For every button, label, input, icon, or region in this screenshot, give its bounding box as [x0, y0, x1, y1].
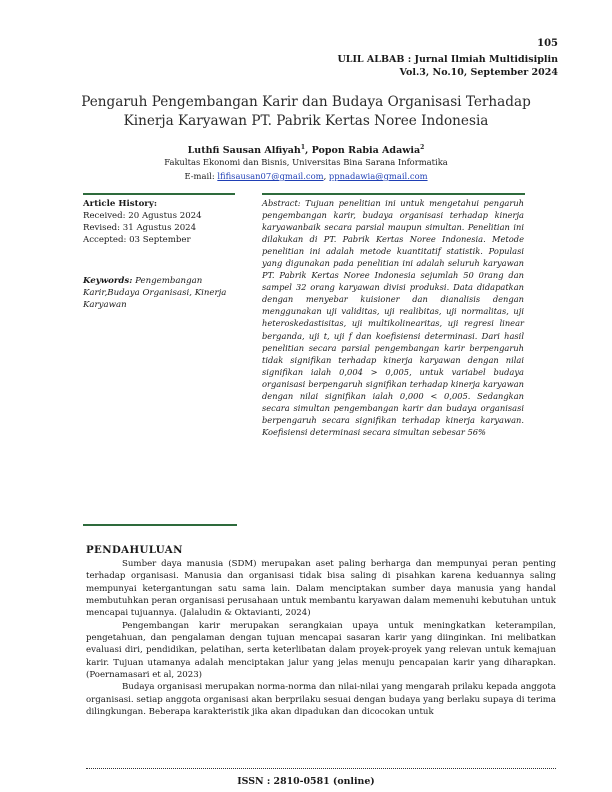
abstract-text: Tujuan penelitian ini untuk mengetahui pengaruh pengembangan karir, budaya organisasi terhadap kinerja karyawanbaik secara parsial maupun simultan. Penelitian ini dilakukan di PT. Pabrik Kertas Noree Indonesia. Metode penelitian ini adalah metode kuantitatif statistik. Populasi yang digunakan pada penelitian ini adalah seluruh karyawan PT. Pabrik Kertas Noree Indonesia sejumlah 50 0rang dan sampel 32 orang karyawan divisi produksi. Data didapatkan dengan menyebar kuisioner dan dianalisis dengan menggunakan uji validitas, uji realibitas, uji normalitas, uji heteroskedastisitas, uji multikolinearitas, uji regresi linear berganda, uji t, uji f dan koefisiensi determinasi. Dari hasil penelitian secara parsial pengembangan karir berpengaruh tidak signifikan terhadap kinerja karyawan dengan nilai signifikan ialah 0,004 > 0,005, untuk variabel budaya organisasi berpengaruh signifikan terhadap kinerja karyawan dengan nilai signifikan ialah 0,000 < 0,005. Sedangkan secara simultan pengembangan karir dan budaya organisasi berpengaruh secara signifikan terhadap kinerja karyawan. Koefisiensi determinasi secara simultan sebesar 56% [262, 198, 525, 437]
received-date: Received: 20 Agustus 2024 [83, 211, 202, 221]
article-info [83, 198, 233, 311]
keywords-block [83, 275, 233, 311]
keywords-label: Keywords: [83, 276, 133, 286]
section-heading: PENDAHULUAN [86, 544, 183, 556]
keywords-text: Pengembangan Karir,Budaya Organisasi, Kinerja Karyawan [83, 276, 227, 310]
author-affil-mark: 1 [300, 144, 306, 151]
paragraph: Budaya organisasi merupakan norma-norma dan nilai-nilai yang mengarah prilaku kepada anggota organisasi. setiap anggota organisasi akan berprilaku sesuai dengan budaya yang berlaku supaya di terima dilingkungan. Beberapa karakteristik jika akan dipadukan dan dicocokan untuk [86, 682, 556, 718]
author-line [60, 144, 552, 156]
bottom-rule [83, 524, 237, 526]
author-separator: , [305, 145, 312, 157]
journal-name: ULIL ALBAB : Jurnal Ilmiah Multidisiplin [337, 54, 558, 65]
author-name: Luthfi Sausan Alfiyah [187, 145, 301, 157]
accepted-date: Accepted: 03 September [83, 235, 191, 245]
abstract-block [262, 197, 524, 438]
affiliation: Fakultas Ekonomi dan Bisnis, Universitas Bina Sarana Informatika [164, 157, 448, 167]
email-link[interactable]: ppnadawia@gmail.com [328, 171, 428, 181]
top-rule-left [83, 193, 235, 195]
email-link[interactable]: lfifisausan07@gmail.com [217, 171, 324, 181]
issn-footer: ISSN : 2810-0581 (online) [237, 776, 375, 787]
journal-volume: Vol.3, No.10, September 2024 [399, 67, 558, 78]
paper-title: Pengaruh Pengembangan Karir dan Budaya Organisasi Terhadap Kinerja Karyawan PT. Pabrik Kertas Noree Indonesia [81, 94, 531, 129]
journal-header [338, 53, 558, 79]
email-label: E-mail: [184, 171, 218, 181]
author-name: Popon Rabia Adawia [311, 145, 421, 157]
page-number: 105 [537, 38, 558, 49]
paragraph: Pengembangan karir merupakan serangkaian upaya untuk meningkatkan keterampilan, pengetahuan, dan pengalaman dengan tujuan mencapai sasaran karir yang diinginkan. Ini melibatkan evaluasi diri, pendidikan, pelatihan, serta keterlibatan dalam proyek-proyek yang relevan untuk kemajuan karir. Tujuan utamanya adalah menciptakan jalur yang jelas menuju pencapaian karir yang diharapkan.(Poernamasari et al, 2023) [86, 620, 556, 681]
paragraph: Sumber daya manusia (SDM) merupakan aset paling berharga dan mempunyai peran penting terhadap organisasi. Manusia dan organisasi tidak bisa saling di pisahkan karena keduannya saling mempunyai ketergantungan satu sama lain. Dalam menciptakan sumber daya manusia yang handal membutuhkan peran organisasi perusahaan untuk membantu karyawan dalam memenuhi kebutuhan untuk mencapai tujuannya. (Jalaludin & Oktavianti, 2024) [86, 559, 556, 619]
body-text [86, 558, 556, 718]
author-affil-mark: 2 [420, 144, 425, 151]
revised-date: Revised: 31 Agustus 2024 [83, 223, 197, 233]
article-history-label: Article History: [83, 199, 158, 209]
abstract-label: Abstract: [262, 198, 301, 208]
email-separator: , [323, 171, 329, 181]
top-rule-right [262, 193, 525, 195]
email-line [60, 171, 552, 181]
footer-divider [86, 768, 556, 769]
